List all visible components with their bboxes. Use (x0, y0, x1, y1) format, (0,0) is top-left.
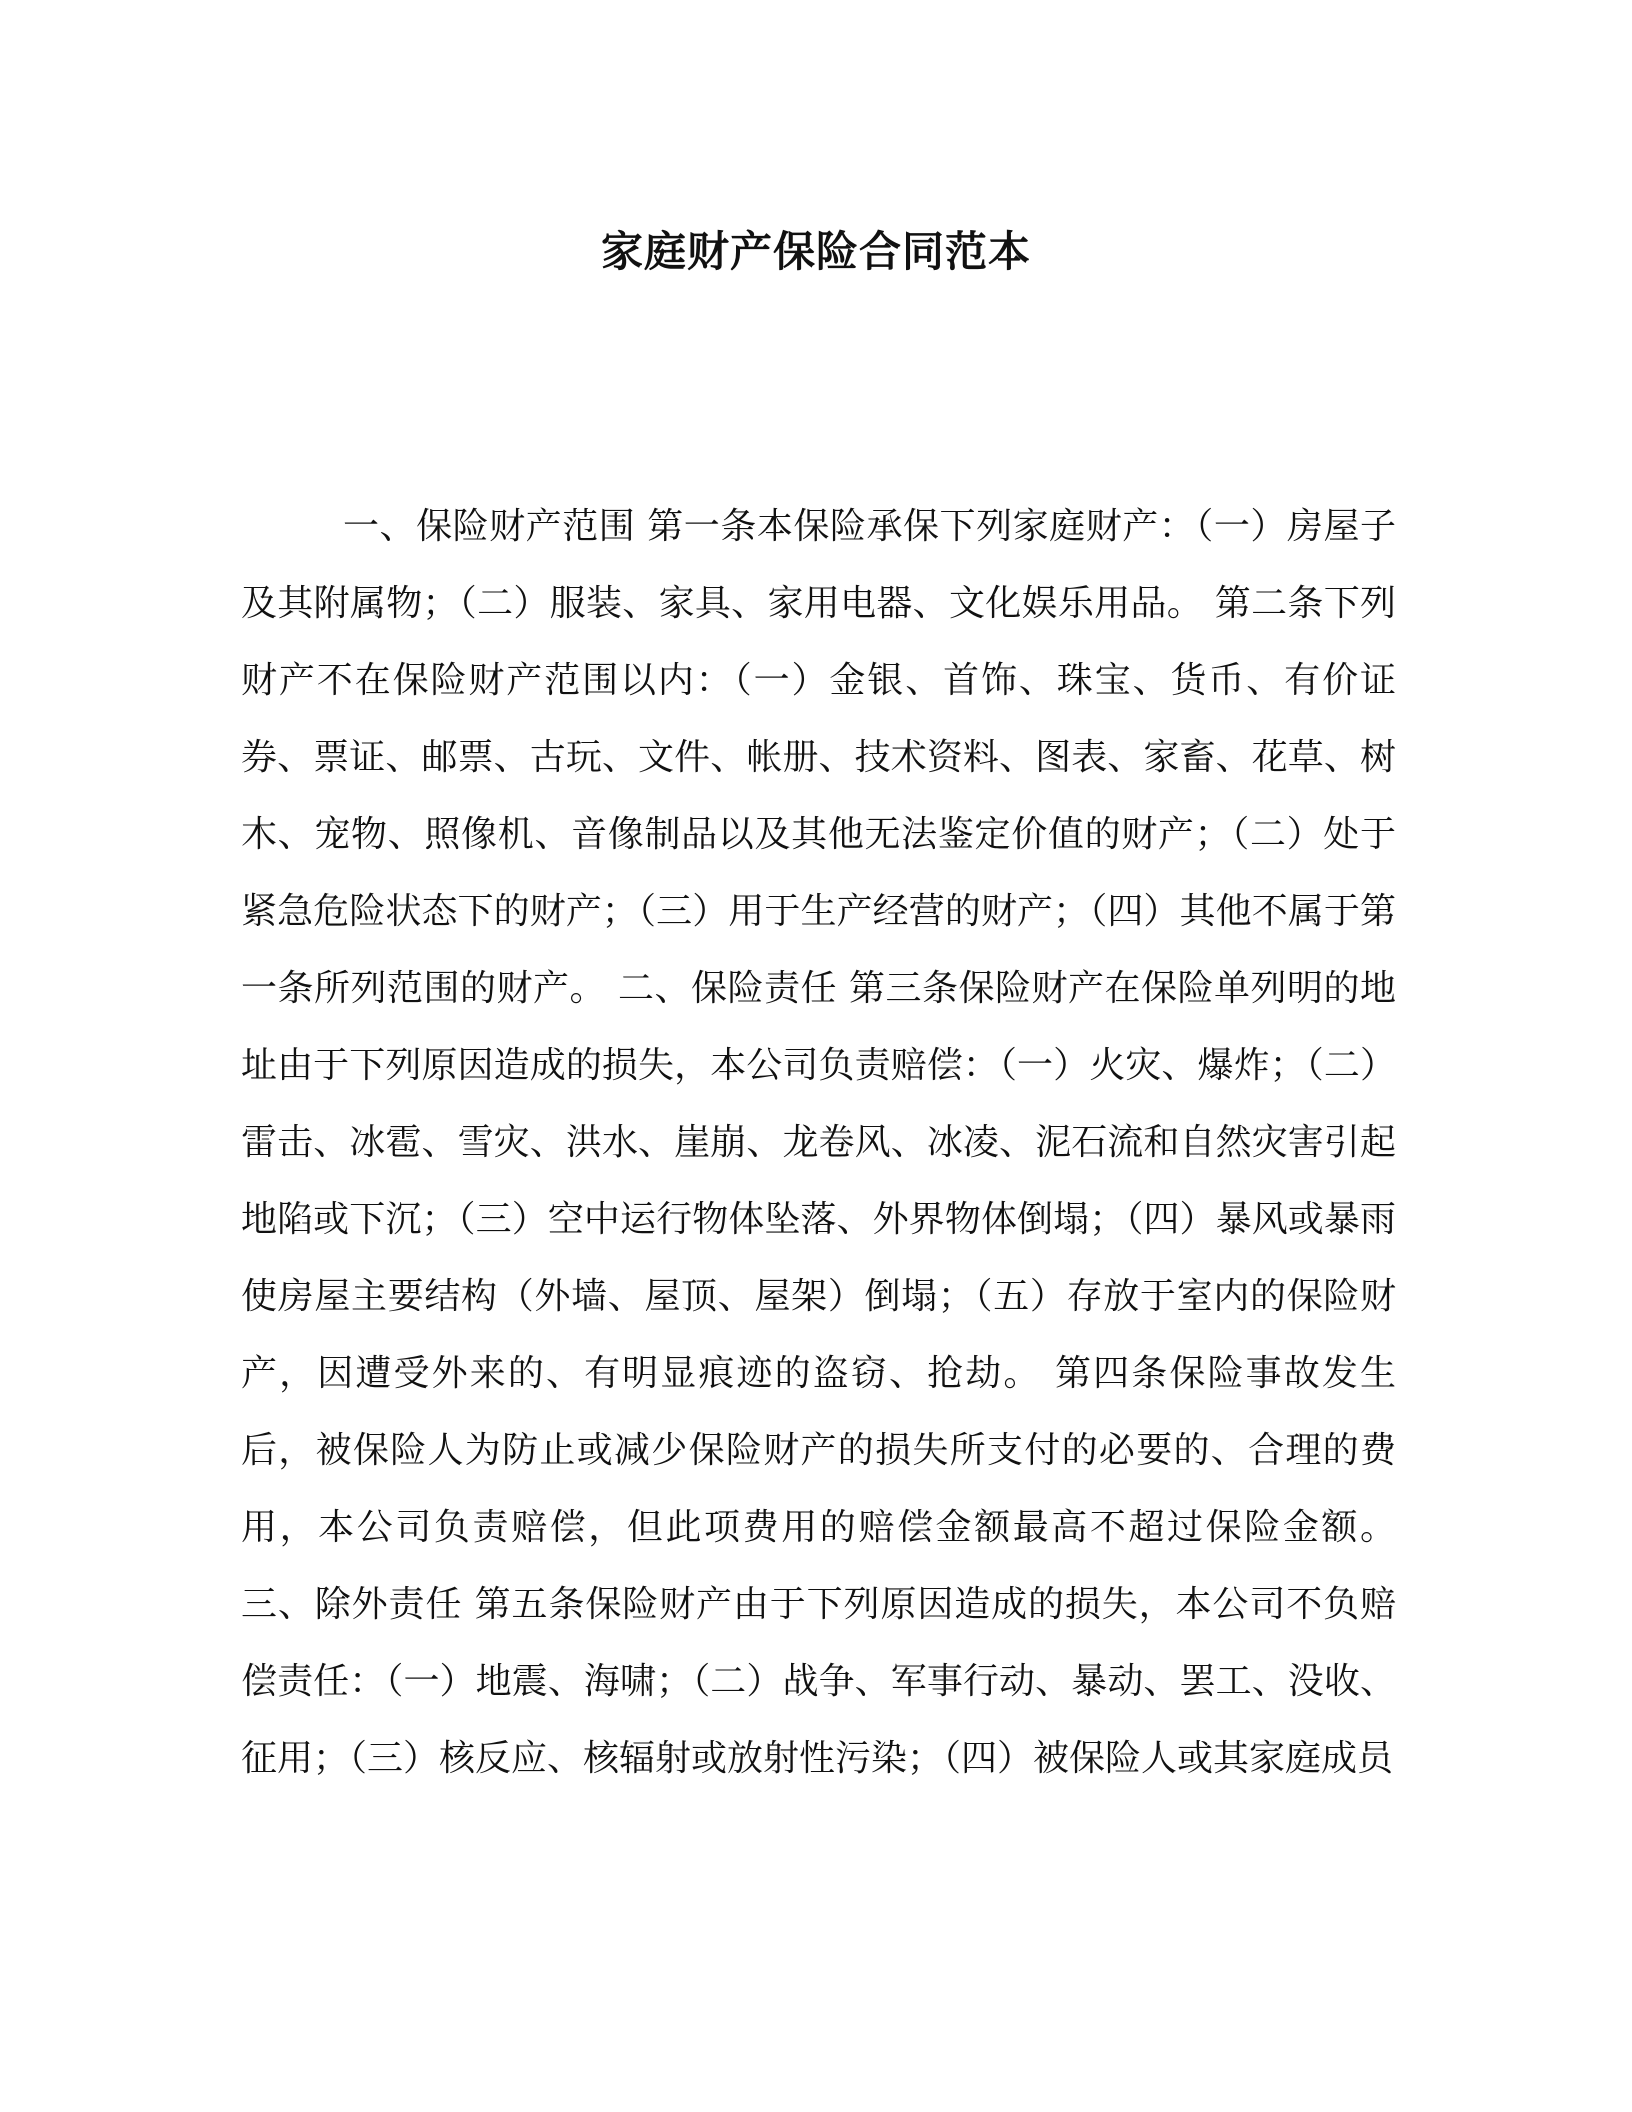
document-title: 家庭财产保险合同范本 (600, 227, 1031, 276)
document-body: 一、保险财产范围 第一条本保险承保下列家庭财产：（一）房屋子及其附属物；（二）服装、家具、家用电器、文化娱乐用品。 第二条下列财产不在保险财产范围以内：（一）金银、首饰、珠宝、货币、有价证券、票证、邮票、古玩、文件、帐册、技术资料、图表、家畜、花草、树木、宠物、照像机、音像制品以及其他无法鉴定价值的财产；（二）处于紧急危险状态下的财产；（三）用于生产经营的财产；（四）其他不属于第一条所列范围的财产。 二、保险责任 第三条保险财产在保险单列明的地址由于下列原因造成的损失，本公司负责赔偿：（一）火灾、爆炸；（二）雷击、冰雹、雪灾、洪水、崖崩、龙卷风、冰凌、泥石流和自然灾害引起地陷或下沉；（三）空中运行物体坠落、外界物体倒塌；（四）暴风或暴雨使房屋主要结构（外墙、屋顶、屋架）倒塌；（五）存放于室内的保险财产，因遭受外来的、有明显痕迹的盗窃、抢劫。 第四条保险事故发生后，被保险人为防止或减少保险财产的损失所支付的必要的、合理的费用，本公司负责赔偿，但此项费用的赔偿金额最高不超过保险金额。 三、除外责任 第五条保险财产由于下列原因造成的损失，本公司不负赔偿责任：（一）地震、海啸；（二）战争、军事行动、暴动、罢工、没收、征用；（三）核反应、核辐射或放射性污染；（四）被保险人或其家庭成员 (241, 506, 1396, 1779)
